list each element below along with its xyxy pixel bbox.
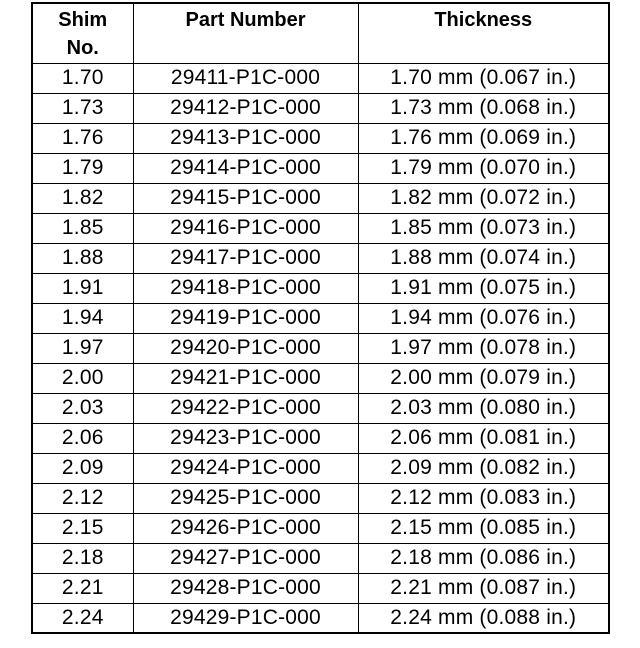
cell-part-number: 29417-P1C-000	[133, 243, 358, 273]
header-shim-no-label: Shim No.	[58, 9, 108, 59]
cell-thickness: 2.21 mm (0.087 in.)	[358, 573, 609, 603]
cell-part-number: 29415-P1C-000	[133, 183, 358, 213]
cell-part-number: 29426-P1C-000	[133, 513, 358, 543]
cell-part-number: 29429-P1C-000	[133, 603, 358, 633]
cell-thickness: 2.03 mm (0.080 in.)	[358, 393, 609, 423]
cell-thickness: 1.76 mm (0.069 in.)	[358, 123, 609, 153]
table-row	[32, 543, 609, 573]
cell-thickness: 1.88 mm (0.074 in.)	[358, 243, 609, 273]
cell-thickness: 2.15 mm (0.085 in.)	[358, 513, 609, 543]
table-row	[32, 363, 609, 393]
cell-part-number: 29414-P1C-000	[133, 153, 358, 183]
cell-part-number: 29424-P1C-000	[133, 453, 358, 483]
cell-part-number: 29418-P1C-000	[133, 273, 358, 303]
table-row	[32, 423, 609, 453]
cell-thickness: 1.73 mm (0.068 in.)	[358, 93, 609, 123]
table-header	[32, 3, 609, 63]
cell-shim-no: 1.88	[32, 243, 133, 273]
cell-shim-no: 2.12	[32, 483, 133, 513]
cell-thickness: 1.70 mm (0.067 in.)	[358, 63, 609, 93]
header-part-number-label: Part Number	[185, 9, 306, 31]
cell-thickness: 2.18 mm (0.086 in.)	[358, 543, 609, 573]
table-row	[32, 483, 609, 513]
cell-thickness: 1.82 mm (0.072 in.)	[358, 183, 609, 213]
cell-thickness: 2.24 mm (0.088 in.)	[358, 603, 609, 633]
cell-part-number: 29427-P1C-000	[133, 543, 358, 573]
header-thickness-label: Thickness	[434, 9, 533, 31]
cell-part-number: 29423-P1C-000	[133, 423, 358, 453]
cell-thickness: 2.09 mm (0.082 in.)	[358, 453, 609, 483]
table-row	[32, 333, 609, 363]
cell-shim-no: 2.03	[32, 393, 133, 423]
header-thickness	[358, 3, 609, 63]
cell-shim-no: 2.15	[32, 513, 133, 543]
table-row	[32, 513, 609, 543]
cell-shim-no: 1.73	[32, 93, 133, 123]
table-row	[32, 393, 609, 423]
cell-part-number: 29413-P1C-000	[133, 123, 358, 153]
cell-part-number: 29416-P1C-000	[133, 213, 358, 243]
cell-part-number: 29428-P1C-000	[133, 573, 358, 603]
cell-part-number: 29411-P1C-000	[133, 63, 358, 93]
cell-part-number: 29419-P1C-000	[133, 303, 358, 333]
cell-thickness: 2.00 mm (0.079 in.)	[358, 363, 609, 393]
cell-part-number: 29422-P1C-000	[133, 393, 358, 423]
table-row	[32, 93, 609, 123]
shim-table	[31, 2, 610, 634]
header-shim-no	[32, 3, 133, 63]
cell-shim-no: 1.94	[32, 303, 133, 333]
cell-thickness: 1.79 mm (0.070 in.)	[358, 153, 609, 183]
table-row	[32, 603, 609, 633]
cell-shim-no: 1.76	[32, 123, 133, 153]
cell-shim-no: 2.24	[32, 603, 133, 633]
cell-shim-no: 1.70	[32, 63, 133, 93]
table-body	[32, 63, 609, 633]
cell-shim-no: 2.21	[32, 573, 133, 603]
table-row	[32, 453, 609, 483]
cell-thickness: 2.12 mm (0.083 in.)	[358, 483, 609, 513]
cell-shim-no: 2.18	[32, 543, 133, 573]
cell-shim-no: 1.85	[32, 213, 133, 243]
cell-thickness: 2.06 mm (0.081 in.)	[358, 423, 609, 453]
cell-shim-no: 2.09	[32, 453, 133, 483]
cell-shim-no: 1.82	[32, 183, 133, 213]
cell-shim-no: 1.91	[32, 273, 133, 303]
cell-part-number: 29425-P1C-000	[133, 483, 358, 513]
table-row	[32, 123, 609, 153]
table-row	[32, 183, 609, 213]
cell-thickness: 1.85 mm (0.073 in.)	[358, 213, 609, 243]
cell-shim-no: 1.97	[32, 333, 133, 363]
cell-part-number: 29420-P1C-000	[133, 333, 358, 363]
table-row	[32, 573, 609, 603]
table-row	[32, 213, 609, 243]
cell-thickness: 1.97 mm (0.078 in.)	[358, 333, 609, 363]
table-row	[32, 273, 609, 303]
header-part-number	[133, 3, 358, 63]
cell-part-number: 29421-P1C-000	[133, 363, 358, 393]
table-row	[32, 153, 609, 183]
cell-shim-no: 2.06	[32, 423, 133, 453]
table-row	[32, 243, 609, 273]
cell-part-number: 29412-P1C-000	[133, 93, 358, 123]
cell-shim-no: 2.00	[32, 363, 133, 393]
table-row	[32, 63, 609, 93]
cell-thickness: 1.94 mm (0.076 in.)	[358, 303, 609, 333]
cell-thickness: 1.91 mm (0.075 in.)	[358, 273, 609, 303]
table-row	[32, 303, 609, 333]
header-row	[32, 3, 609, 63]
cell-shim-no: 1.79	[32, 153, 133, 183]
